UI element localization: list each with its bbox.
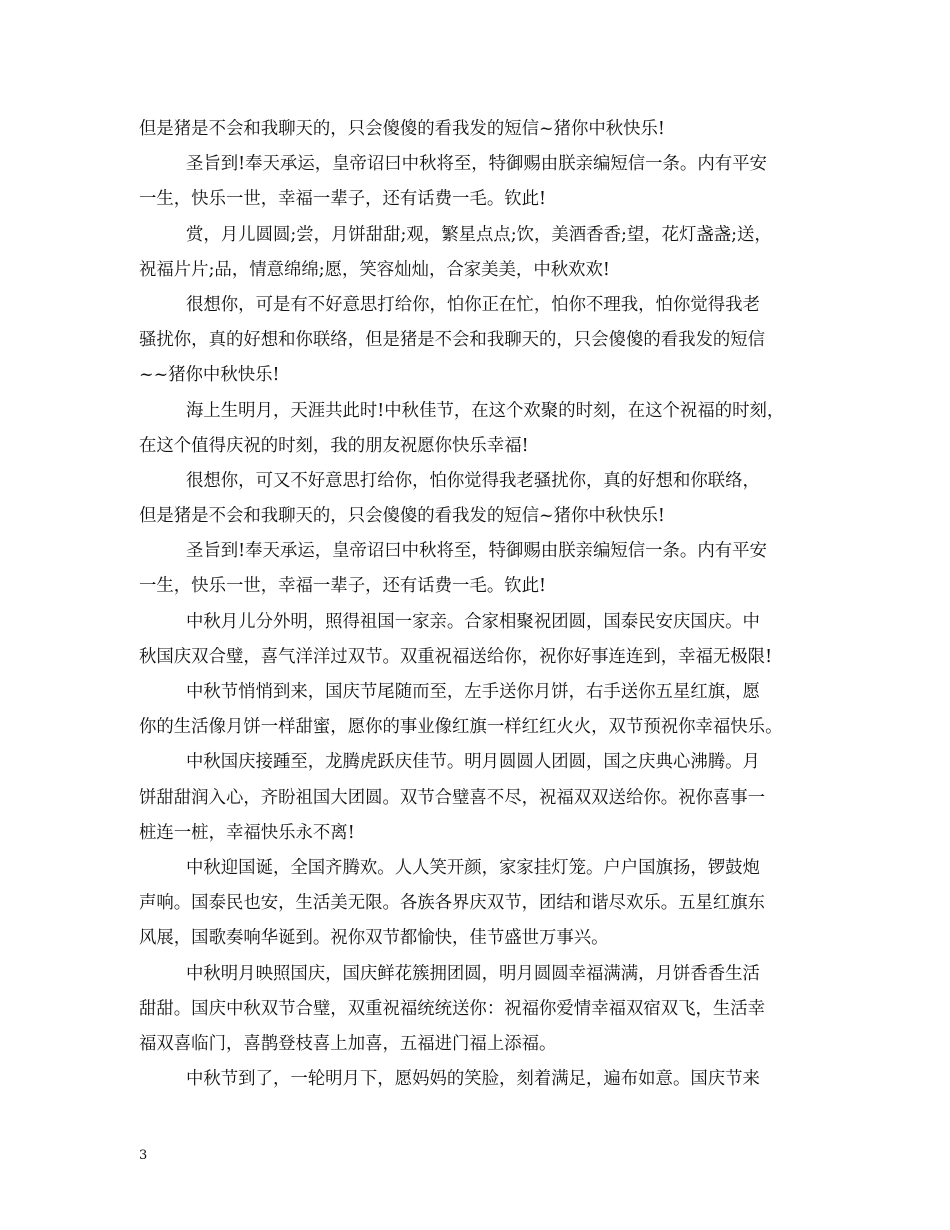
text-line: 很想你，可是有不好意思打给你，怕你正在忙，怕你不理我，怕你觉得我老 <box>186 294 760 315</box>
text-line: 圣旨到!奉天承运，皇帝诏曰中秋将至，特御赐由朕亲编短信一条。内有平安 <box>186 541 767 562</box>
text-line: 福双喜临门，喜鹊登枝喜上加喜，五福进门福上添福。 <box>139 1033 557 1054</box>
text-line: 圣旨到!奉天承运，皇帝诏曰中秋将至，特御赐由朕亲编短信一条。内有平安 <box>186 154 767 175</box>
text-line: 你的生活像月饼一样甜蜜，愿你的事业像红旗一样红红火火，双节预祝你幸福快乐。 <box>139 717 783 738</box>
text-line: 中秋迎国诞，全国齐腾欢。人人笑开颜，家家挂灯笼。户户国旗扬，锣鼓炮 <box>186 857 760 878</box>
text-line: 中秋节到了，一轮明月下，愿妈妈的笑脸，刻着满足，遍布如意。国庆节来 <box>186 1069 760 1090</box>
text-line: 在这个值得庆祝的时刻，我的朋友祝愿你快乐幸福! <box>139 435 529 456</box>
text-line: 海上生明月，天涯共此时!中秋佳节，在这个欢聚的时刻，在这个祝福的时刻， <box>186 400 785 421</box>
text-line: 一生，快乐一世，幸福一辈子，还有话费一毛。钦此! <box>139 576 546 597</box>
text-line: 风展，国歌奏响华诞到。祝你双节都愉快，佳节盛世万事兴。 <box>139 928 609 949</box>
text-line: 声响。国泰民也安，生活美无限。各族各界庆双节，团结和谐尽欢乐。五星红旗东 <box>139 893 766 914</box>
text-line: 中秋月儿分外明，照得祖国一家亲。合家相聚祝团圆，国泰民安庆国庆。中 <box>186 611 760 632</box>
text-line: 中秋国庆接踵至，龙腾虎跃庆佳节。明月圆圆人团圆，国之庆典心沸腾。月 <box>186 752 760 773</box>
text-line: 桩连一桩，幸福快乐永不离! <box>139 822 355 843</box>
text-line: 一生，快乐一世，幸福一辈子，还有话费一毛。钦此! <box>139 189 546 210</box>
text-line: 甜甜。国庆中秋双节合璧，双重祝福统统送你：祝福你爱情幸福双宿双飞，生活幸 <box>139 998 766 1019</box>
text-line: 中秋节悄悄到来，国庆节尾随而至，左手送你月饼，右手送你五星红旗，愿 <box>186 682 760 702</box>
text-line: 中秋明月映照国庆，国庆鲜花簇拥团圆，明月圆圆幸福满满，月饼香香生活 <box>186 963 760 984</box>
text-line: 秋国庆双合璧，喜气洋洋过双节。双重祝福送给你，祝你好事连连到，幸福无极限! <box>139 646 773 667</box>
text-line: 祝福片片;品，情意绵绵;愿，笑容灿灿，合家美美，中秋欢欢! <box>139 259 610 280</box>
page-number: 3 <box>139 1148 148 1163</box>
text-line: 但是猪是不会和我聊天的，只会傻傻的看我发的短信~猪你中秋快乐! <box>139 119 665 139</box>
text-line: 但是猪是不会和我聊天的，只会傻傻的看我发的短信~猪你中秋快乐! <box>139 506 665 527</box>
text-line: 赏，月儿圆圆;尝，月饼甜甜;观，繁星点点;饮，美酒香香;望，花灯盏盏;送， <box>186 224 772 245</box>
text-line: 很想你，可又不好意思打给你，怕你觉得我老骚扰你，真的好想和你联络， <box>186 470 760 491</box>
document-body <box>139 112 829 1097</box>
text-line: 饼甜甜润入心，齐盼祖国大团圆。双节合璧喜不尽，祝福双双送给你。祝你喜事一 <box>139 787 766 808</box>
text-line: ~~猪你中秋快乐! <box>139 365 280 386</box>
text-line: 骚扰你，真的好想和你联络，但是猪是不会和我聊天的，只会傻傻的看我发的短信 <box>139 330 766 351</box>
